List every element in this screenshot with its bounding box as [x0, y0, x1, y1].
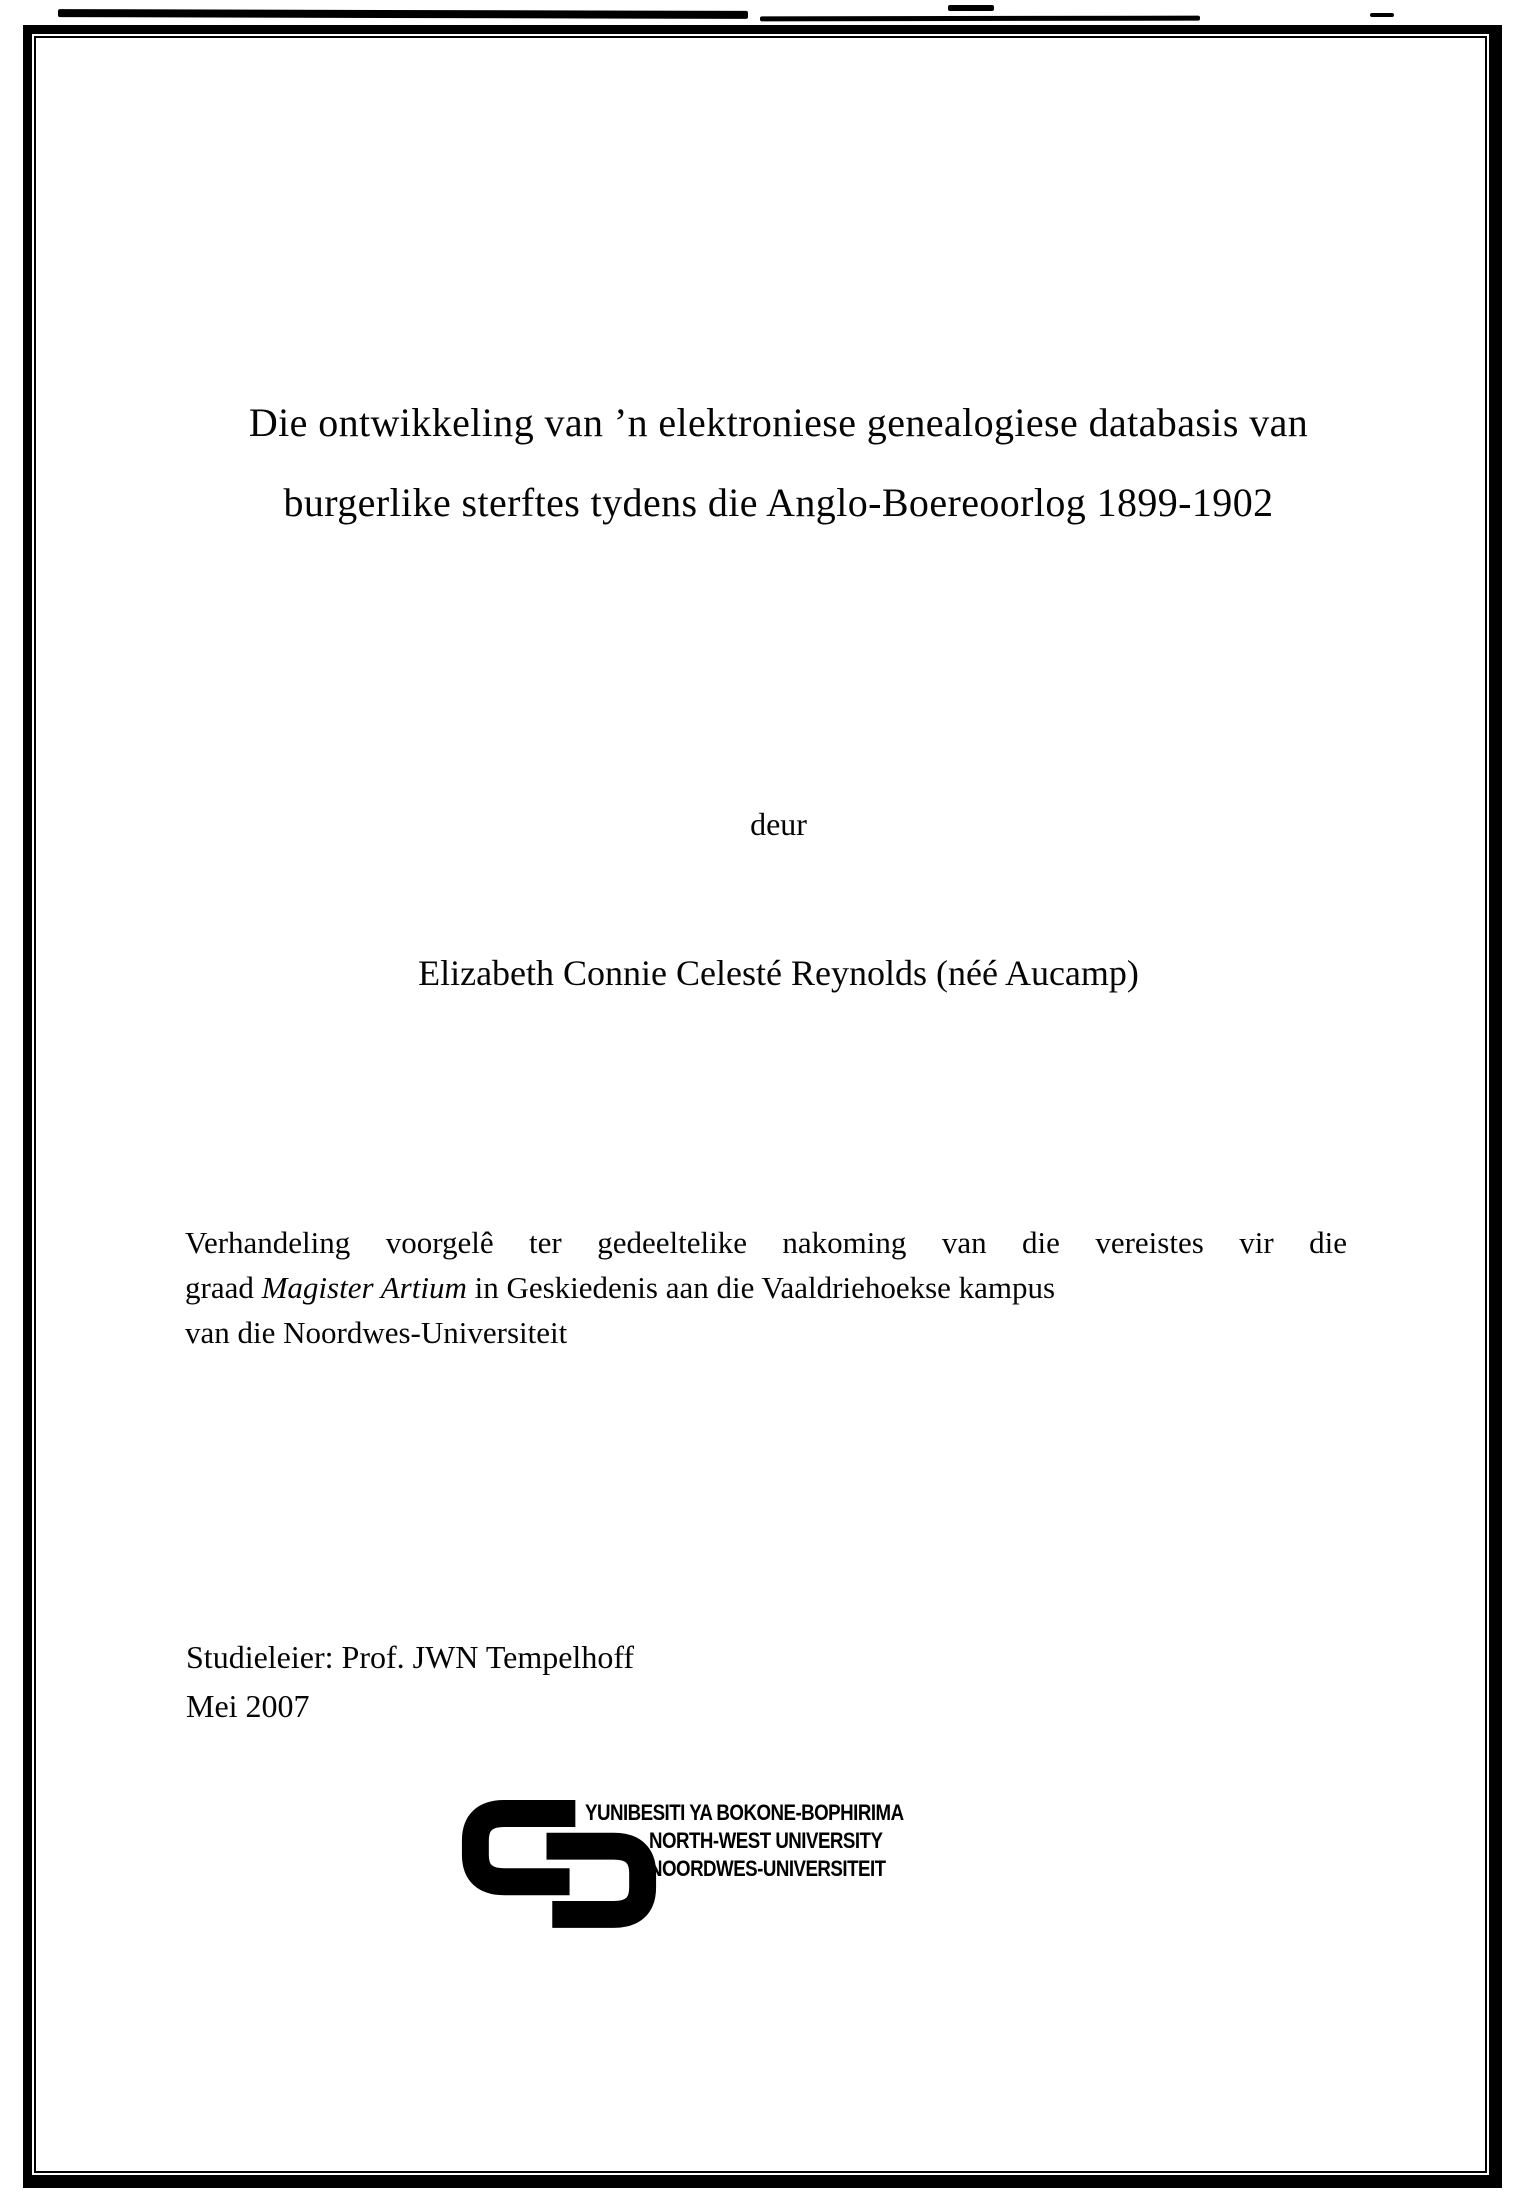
- logo-text-setswana: YUNIBESITI YA BOKONE-BOPHIRIMA: [585, 1800, 904, 1825]
- supervisor-line: Studieleier: Prof. JWN Tempelhoff: [186, 1639, 635, 1675]
- degree-statement-line-2: [185, 1265, 1347, 1310]
- title-line-2: burgerlike sterftes tydens die Anglo-Boereoorlog 1899-1902: [283, 480, 1274, 525]
- logo-text-afrikaans: NOORDWES-UNIVERSITEIT: [649, 1856, 886, 1881]
- logo-text-english: NORTH-WEST UNIVERSITY: [649, 1828, 883, 1853]
- degree-statement-line-2-pre: graad: [185, 1270, 262, 1305]
- degree-name-italic: Magister Artium: [261, 1270, 467, 1305]
- degree-statement: [185, 1220, 1347, 1355]
- title-line-1: Die ontwikkeling van ’n elektroniese genealogiese databasis van: [248, 400, 1309, 445]
- date-line: Mei 2007: [186, 1688, 310, 1724]
- thesis-title: [45, 383, 1512, 543]
- degree-statement-line-2-post: in Geskiedenis aan die Vaaldriehoekse kampus: [466, 1270, 1056, 1305]
- degree-statement-line-1: Verhandeling voorgelê ter gedeeltelike nakoming van die vereistes vir die: [185, 1225, 1347, 1260]
- scan-artifact: [58, 9, 748, 19]
- scan-artifact: [1370, 13, 1394, 17]
- degree-statement-line-3: van die Noordwes-Universiteit: [185, 1315, 568, 1350]
- scan-artifact: [948, 5, 994, 11]
- author-name: Elizabeth Connie Celesté Reynolds (néé Aucamp): [418, 953, 1139, 993]
- scan-artifact: [760, 16, 1200, 22]
- byline-label: deur: [750, 806, 807, 842]
